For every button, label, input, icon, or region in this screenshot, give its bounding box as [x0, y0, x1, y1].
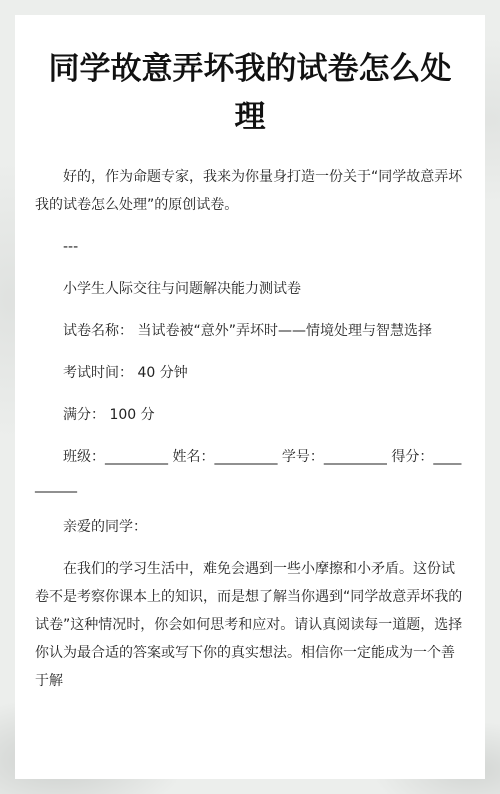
full-score-line: 满分： 100 分	[63, 407, 155, 423]
page-title: 同学故意弄坏我的试卷怎么处理	[48, 51, 452, 135]
greeting-line: 亲爱的同学：	[63, 519, 147, 535]
document-body	[35, 163, 465, 695]
document-page	[15, 15, 485, 779]
intro-paragraph: 好的，作为命题专家，我来为你量身打造一份关于“同学故意弄坏我的试卷怎么处理”的原创试卷。	[35, 169, 463, 213]
exam-heading: 小学生人际交往与问题解决能力测试卷	[63, 281, 301, 297]
student-info-line: 班级：_________ 姓名：_________ 学号：_________ 得分：__________	[35, 449, 462, 493]
separator-text: ---	[63, 239, 79, 255]
instructions-paragraph: 在我们的学习生活中，难免会遇到一些小摩擦和小矛盾。这份试卷不是考察你课本上的知识，而是想了解当你遇到“同学故意弄坏我的试卷”这种情况时，你会如何思考和应对。请认真阅读每一道题，选择你认为最合适的答案或写下你的真实想法。相信你一定能成为一个善于解	[35, 561, 463, 689]
exam-name-line: 试卷名称： 当试卷被“意外”弄坏时——情境处理与智慧选择	[63, 323, 432, 339]
exam-time-line: 考试时间： 40 分钟	[63, 365, 188, 381]
